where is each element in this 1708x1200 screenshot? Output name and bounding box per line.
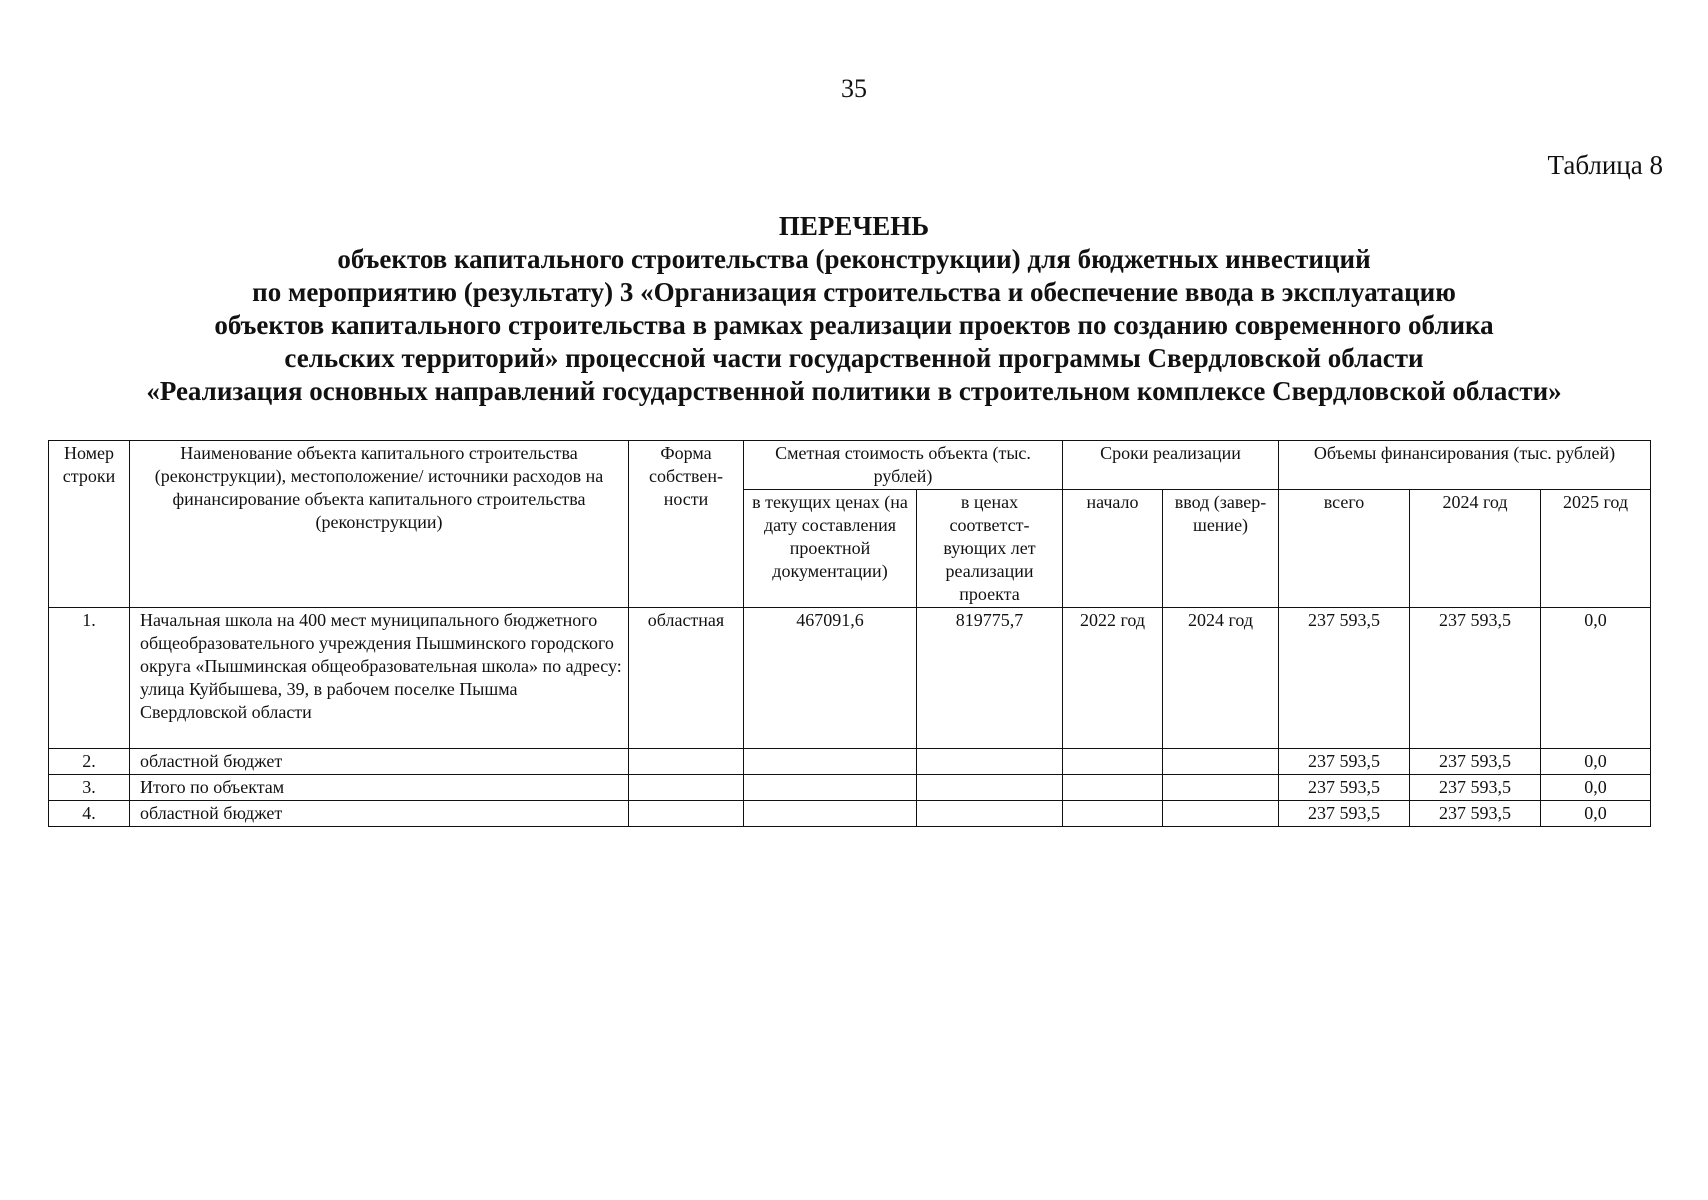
header-object-name: Наименование объекта капитального строительства (реконструкции), местоположение/ источники расходов на финансирование объекта капитального строительства (реконструкции) — [130, 441, 629, 608]
table-row — [49, 775, 1651, 801]
cell-object-name: областной бюджет — [130, 749, 629, 775]
cell-row-number: 1. — [49, 608, 130, 749]
header-2024: 2024 год — [1410, 490, 1541, 608]
header-start: начало — [1063, 490, 1163, 608]
cell-row-number: 4. — [49, 801, 130, 827]
cell-total: 237 593,5 — [1279, 608, 1410, 749]
cell-row-number: 3. — [49, 775, 130, 801]
cell-2024: 237 593,5 — [1410, 775, 1541, 801]
table-row — [49, 801, 1651, 827]
capital-construction-table — [48, 440, 1651, 827]
cell-cost-current — [744, 775, 917, 801]
cell-2024: 237 593,5 — [1410, 749, 1541, 775]
cell-cost-current — [744, 801, 917, 827]
heading-line: по мероприятию (результату) 3 «Организация строительства и обеспечение ввода в эксплуатацию — [252, 277, 1456, 307]
header-cost-current: в текущих ценах (на дату составления проектной документации) — [744, 490, 917, 608]
cell-cost-years — [917, 775, 1063, 801]
cell-start: 2022 год — [1063, 608, 1163, 749]
cell-2025: 0,0 — [1541, 749, 1651, 775]
document-heading — [0, 210, 1708, 408]
cell-commissioning: 2024 год — [1163, 608, 1279, 749]
cell-ownership — [629, 749, 744, 775]
cell-ownership — [629, 775, 744, 801]
cell-total: 237 593,5 — [1279, 775, 1410, 801]
page-number: 35 — [841, 74, 867, 103]
cell-cost-years: 819775,7 — [917, 608, 1063, 749]
cell-total: 237 593,5 — [1279, 749, 1410, 775]
header-cost-years: в ценах соответст- вующих лет реализации проекта — [917, 490, 1063, 608]
heading-line: объектов капитального строительства (реконструкции) для бюджетных инвестиций — [337, 244, 1371, 274]
cell-2025: 0,0 — [1541, 608, 1651, 749]
header-commissioning: ввод (завер- шение) — [1163, 490, 1279, 608]
cell-row-number: 2. — [49, 749, 130, 775]
cell-ownership — [629, 801, 744, 827]
cell-2024: 237 593,5 — [1410, 801, 1541, 827]
header-financing: Объемы финансирования (тыс. рублей) — [1279, 441, 1651, 490]
header-2025: 2025 год — [1541, 490, 1651, 608]
cell-commissioning — [1163, 801, 1279, 827]
heading-line: «Реализация основных направлений государственной политики в строительном комплексе Свердловской области» — [146, 376, 1562, 406]
cell-ownership: областная — [629, 608, 744, 749]
table-row — [49, 749, 1651, 775]
cell-start — [1063, 775, 1163, 801]
heading-line: объектов капитального строительства в рамках реализации проектов по созданию современного облика — [214, 310, 1494, 340]
header-timing: Сроки реализации — [1063, 441, 1279, 490]
table-row — [49, 608, 1651, 749]
cell-commissioning — [1163, 749, 1279, 775]
cell-commissioning — [1163, 775, 1279, 801]
cell-start — [1063, 801, 1163, 827]
cell-2024: 237 593,5 — [1410, 608, 1541, 749]
table-label: Таблица 8 — [1547, 150, 1663, 180]
cell-2025: 0,0 — [1541, 801, 1651, 827]
cell-object-name: Начальная школа на 400 мест муниципального бюджетного общеобразовательного учреждения Пышминского городского округа «Пышминская общеобразовательная школа» по адресу: улица Куйбышева, 39, в рабочем поселке Пышма Свердловской области — [130, 608, 629, 749]
header-row — [49, 441, 1651, 490]
header-ownership: Форма собствен- ности — [629, 441, 744, 608]
cell-cost-years — [917, 749, 1063, 775]
cell-cost-current — [744, 749, 917, 775]
header-row-number: Номер строки — [49, 441, 130, 608]
heading-title: ПЕРЕЧЕНЬ — [778, 211, 930, 241]
header-estimated-cost: Сметная стоимость объекта (тыс. рублей) — [744, 441, 1063, 490]
heading-line: сельских территорий» процессной части государственной программы Свердловской области — [284, 343, 1424, 373]
cell-total: 237 593,5 — [1279, 801, 1410, 827]
cell-2025: 0,0 — [1541, 775, 1651, 801]
cell-cost-current: 467091,6 — [744, 608, 917, 749]
cell-cost-years — [917, 801, 1063, 827]
cell-start — [1063, 749, 1163, 775]
cell-object-name: Итого по объектам — [130, 775, 629, 801]
cell-object-name: областной бюджет — [130, 801, 629, 827]
header-total: всего — [1279, 490, 1410, 608]
